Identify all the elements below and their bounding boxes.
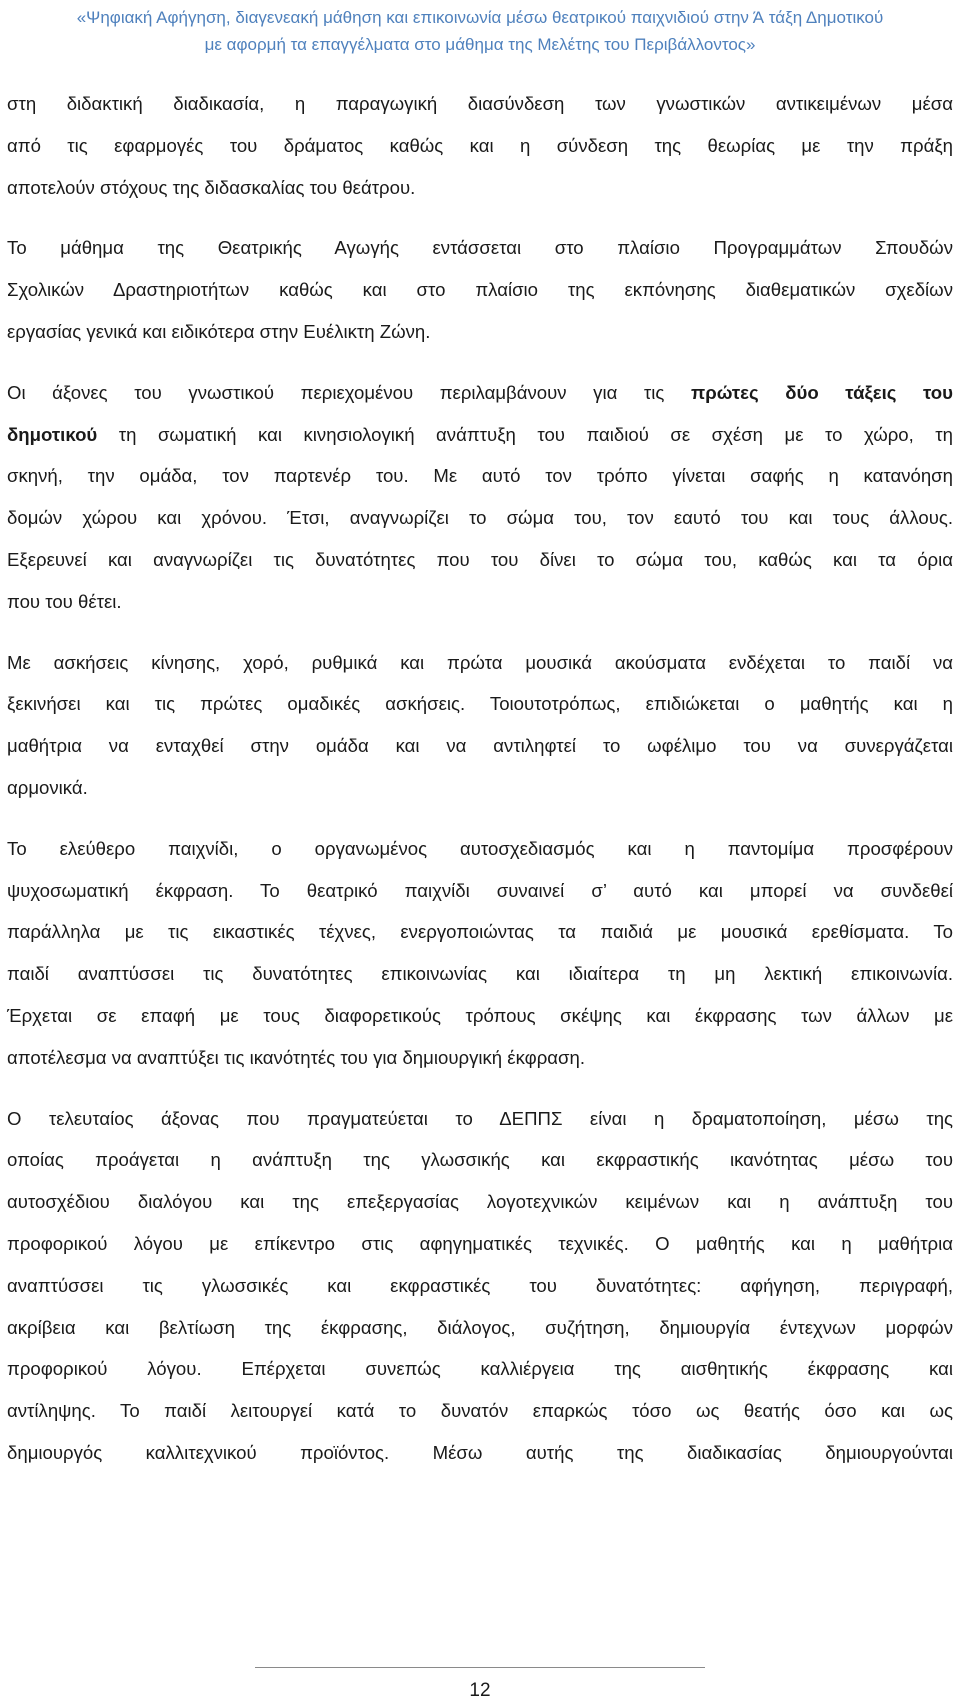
footer-divider <box>255 1667 705 1668</box>
text-line: στη διδακτική διαδικασία, η παραγωγική διασύνδεση των γνωστικών αντικειμένων μέσα <box>7 93 953 114</box>
text-line: οποίας προάγεται η ανάπτυξη της γλωσσικής και εκφραστικής ικανότητας μέσω του <box>7 1149 953 1171</box>
text-line: Το μάθημα της Θεατρικής Αγωγής εντάσσεται στο πλαίσιο Προγραμμάτων Σπουδών <box>7 237 953 259</box>
text-line: που του θέτει. <box>7 590 122 612</box>
text-line: αρμονικά. <box>7 776 88 798</box>
text-line: παιδί αναπτύσσει τις δυνατότητες επικοινωνίας και ιδιαίτερα τη μη λεκτική επικοινωνία. <box>7 963 953 985</box>
text-line: αποτελούν στόχους της διδασκαλίας του θεάτρου. <box>7 176 416 198</box>
text-line: ακρίβεια και βελτίωση της έκφρασης, διάλογος, συζήτηση, δημιουργία έντεχνων μορφών <box>7 1316 953 1338</box>
text-line: Με ασκήσεις κίνησης, χορό, ρυθμικά και πρώτα μουσικά ακούσματα ενδέχεται το παιδί να <box>7 651 953 673</box>
header-line-1: «Ψηφιακή Αφήγηση, διαγενεακή μάθηση και επικοινωνία μέσω θεατρικού παιχνιδιού στην Ά τάξη Δημοτικού <box>76 8 884 27</box>
text-run: Οι άξονες του γνωστικού περιεχομένου περιλαμβάνουν για τις <box>7 381 691 403</box>
page-number: 12 <box>469 1680 491 1701</box>
text-line: δομών χώρου και χρόνου. Έτσι, αναγνωρίζει το σώμα του, τον εαυτό του και τους άλλους. <box>7 507 953 529</box>
paragraph-6 <box>7 1098 953 1474</box>
text-line: σκηνή, την ομάδα, τον παρτενέρ του. Με αυτό τον τρόπο γίνεται σαφής η κατανόηση <box>7 465 953 487</box>
text-line: Ο τελευταίος άξονας που πραγματεύεται το ΔΕΠΠΣ είναι η δραματοποίηση, μέσω της <box>7 1107 953 1129</box>
text-line: αναπτύσσει τις γλωσσικές και εκφραστικές του δυνατότητες: αφήγηση, περιγραφή, <box>7 1274 953 1296</box>
text-line: μαθήτρια να ενταχθεί στην ομάδα και να αντιληφτεί το ωφέλιμο του να συνεργάζεται <box>7 735 953 757</box>
text-line: ξεκινήσει και τις πρώτες ομαδικές ασκήσεις. Τοιουτοτρόπως, επιδιώκεται ο μαθητής και η <box>7 693 953 715</box>
text-line: ψυχοσωματική έκφραση. Το θεατρικό παιχνίδι συναινεί σ’ αυτό και μπορεί να συνδεθεί <box>7 879 953 901</box>
document-header <box>0 4 960 58</box>
text-line: παράλληλα με τις εικαστικές τέχνες, ενεργοποιώντας τα παιδιά με μουσικά ερεθίσματα. Το <box>7 921 953 943</box>
text-line: δημιουργός καλλιτεχνικού προϊόντος. Μέσω αυτής της διαδικασίας δημιουργούνται <box>7 1441 953 1463</box>
text-line: προφορικού λόγου με επίκεντρο στις αφηγηματικές τεχνικές. Ο μαθητής και η μαθήτρια <box>7 1232 953 1254</box>
text-line: Το ελεύθερο παιχνίδι, ο οργανωμένος αυτοσχεδιασμός και η παντομίμα προσφέρουν <box>7 837 953 859</box>
text-line: προφορικού λόγου. Επέρχεται συνεπώς καλλιέργεια της αισθητικής έκφρασης και <box>7 1358 953 1380</box>
text-line <box>7 414 953 456</box>
paragraph-4 <box>7 642 953 809</box>
text-line: Σχολικών Δραστηριοτήτων καθώς και στο πλαίσιο της εκπόνησης διαθεματικών σχεδίων <box>7 279 953 301</box>
text-line: εργασίας γενικά και ειδικότερα στην Ευέλικτη Ζώνη. <box>7 320 431 342</box>
text-run: τη σωματική και κινησιολογική ανάπτυξη του παιδιού σε σχέση με το χώρο, τη <box>97 423 953 445</box>
document-body <box>7 83 953 1493</box>
text-line: αντίληψης. Το παιδί λειτουργεί κατά το δυνατόν επαρκώς τόσο ως θεατής όσο και ως <box>7 1400 953 1422</box>
text-line: από τις εφαρμογές του δράματος καθώς και η σύνδεση της θεωρίας με την πράξη <box>7 134 953 156</box>
paragraph-1 <box>7 83 953 208</box>
bold-phrase: πρώτες δύο τάξεις του <box>690 381 953 403</box>
bold-phrase: δημοτικού <box>7 423 98 445</box>
text-line: Έρχεται σε επαφή με τους διαφορετικούς τρόπους σκέψης και έκφρασης των άλλων με <box>7 1004 953 1026</box>
text-line: Εξερευνεί και αναγνωρίζει τις δυνατότητες που του δίνει το σώμα του, καθώς και τα όρια <box>7 548 953 570</box>
text-line: αποτέλεσμα να αναπτύξει τις ικανότητές του για δημιουργική έκφραση. <box>7 1046 586 1068</box>
text-line <box>7 372 953 414</box>
paragraph-5 <box>7 828 953 1079</box>
text-line: αυτοσχέδιου διαλόγου και της επεξεργασίας λογοτεχνικών κειμένων και η ανάπτυξη του <box>7 1191 953 1213</box>
paragraph-3 <box>7 372 953 623</box>
paragraph-2 <box>7 227 953 352</box>
header-line-2: με αφορμή τα επαγγέλματα στο μάθημα της Μελέτης του Περιβάλλοντος» <box>204 35 756 54</box>
